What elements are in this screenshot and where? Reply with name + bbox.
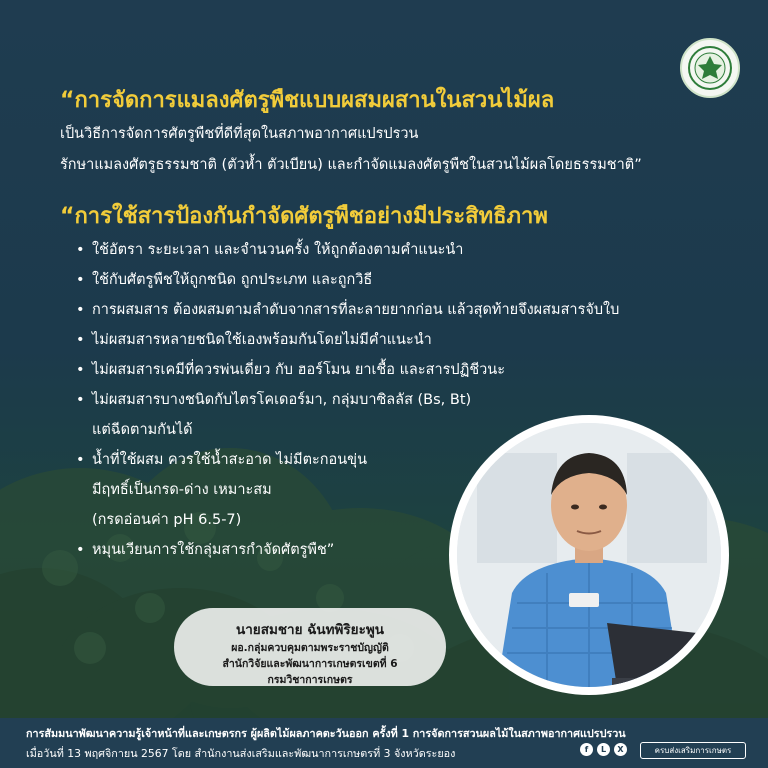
guideline-text: ไม่ผสมสารหลายชนิดใช้เองพร้อมกันโดยไม่มีคำแนะนำ <box>92 332 432 348</box>
footer-event-date: เมื่อวันที่ 13 พฤศจิกายน 2567 โดย สำนักงานส่งเสริมและพัฒนาการเกษตรที่ 3 จังหวัดระยอง <box>26 747 456 760</box>
speaker-name-card <box>174 608 446 686</box>
bullet-dot: • <box>76 362 85 378</box>
speaker-department: กรมวิชาการเกษตร <box>267 674 353 686</box>
bullet-dot: • <box>76 302 85 318</box>
seal-icon <box>687 45 733 91</box>
brand-badge[interactable]: ครบส่งเสริมการเกษตร <box>640 742 746 759</box>
department-logo <box>680 38 740 98</box>
subtitle-line-2: รักษาแมลงศัตรูธรรมชาติ (ตัวห้ำ ตัวเบียน) และกำจัดแมลงศัตรูพืชในสวนไม้ผลโดยธรรมชาติ” <box>60 157 642 173</box>
bullet-dot: • <box>76 452 85 468</box>
footer-bar <box>0 718 768 768</box>
bullet-dot: • <box>76 542 85 558</box>
footer-event-title: การสัมมนาพัฒนาความรู้เจ้าหน้าที่และเกษตรกร ผู้ผลิตไม้ผลภาคตะวันออก ครั้งที่ 1 การจัดการสวนผลไม้ในสภาพอากาศแปรปรวน <box>26 727 626 740</box>
x-icon[interactable]: X <box>614 743 627 756</box>
bullet-dot: • <box>76 272 85 288</box>
bullet-dot: • <box>76 242 85 258</box>
facebook-icon[interactable]: f <box>580 743 593 756</box>
speaker-position: ผอ.กลุ่มควบคุมตามพระราชบัญญัติ <box>231 642 389 654</box>
guideline-item <box>76 325 746 355</box>
guideline-text: แต่ฉีดตามกันได้ <box>92 422 193 438</box>
guideline-text: (กรดอ่อนค่า pH 6.5-7) <box>92 512 242 528</box>
guideline-item <box>76 295 746 325</box>
speaker-photo <box>457 423 721 687</box>
guideline-text: ไม่ผสมสารบางชนิดกับไตรโคเดอร์มา, กลุ่มบาซิลลัส (Bs, Bt) <box>92 392 472 408</box>
guideline-text: ใช้กับศัตรูพืชให้ถูกชนิด ถูกประเภท และถูกวิธี <box>92 272 373 288</box>
guideline-text: ใช้อัตรา ระยะเวลา และจำนวนครั้ง ให้ถูกต้องตามคำแนะนำ <box>92 242 464 258</box>
social-icons <box>580 743 627 756</box>
bullet-dot: • <box>76 332 85 348</box>
subtitle-line-1: เป็นวิธีการจัดการศัตรูพืชที่ดีที่สุดในสภาพอากาศแปรปรวน <box>60 126 419 142</box>
headline-pesticide-use: “การใช้สารป้องกันกำจัดศัตรูพืชอย่างมีประสิทธิภาพ <box>60 204 548 229</box>
speaker-name: นายสมชาย ฉันทพิริยะพูน <box>236 622 384 638</box>
guideline-text: มีฤทธิ์เป็นกรด-ด่าง เหมาะสม <box>92 482 272 498</box>
guideline-text: ไม่ผสมสารเคมีที่ควรพ่นเดี่ยว กับ ฮอร์โมน ยาเชื้อ และสารปฏิชีวนะ <box>92 362 506 378</box>
headline-ipm: “การจัดการแมลงศัตรูพืชแบบผสมผสานในสวนไม้ผล <box>60 88 555 113</box>
guideline-text: การผสมสาร ต้องผสมตามลำดับจากสารที่ละลายยากก่อน แล้วสุดท้ายจึงผสมสารจับใบ <box>92 302 620 318</box>
line-icon[interactable]: L <box>597 743 610 756</box>
guideline-text: หมุนเวียนการใช้กลุ่มสารกำจัดศัตรูพืช” <box>92 542 335 558</box>
speaker-office: สำนักวิจัยและพัฒนาการเกษตรเขตที่ 6 <box>222 658 398 670</box>
speaker-photo-frame <box>449 415 729 695</box>
bullet-dot: • <box>76 392 85 408</box>
guideline-item <box>76 355 746 385</box>
guideline-text: น้ำที่ใช้ผสม ควรใช้น้ำสะอาด ไม่มีตะกอนขุ่น <box>92 452 368 468</box>
guideline-item <box>76 265 746 295</box>
guideline-item <box>76 235 746 265</box>
speaker-illustration <box>457 423 721 687</box>
